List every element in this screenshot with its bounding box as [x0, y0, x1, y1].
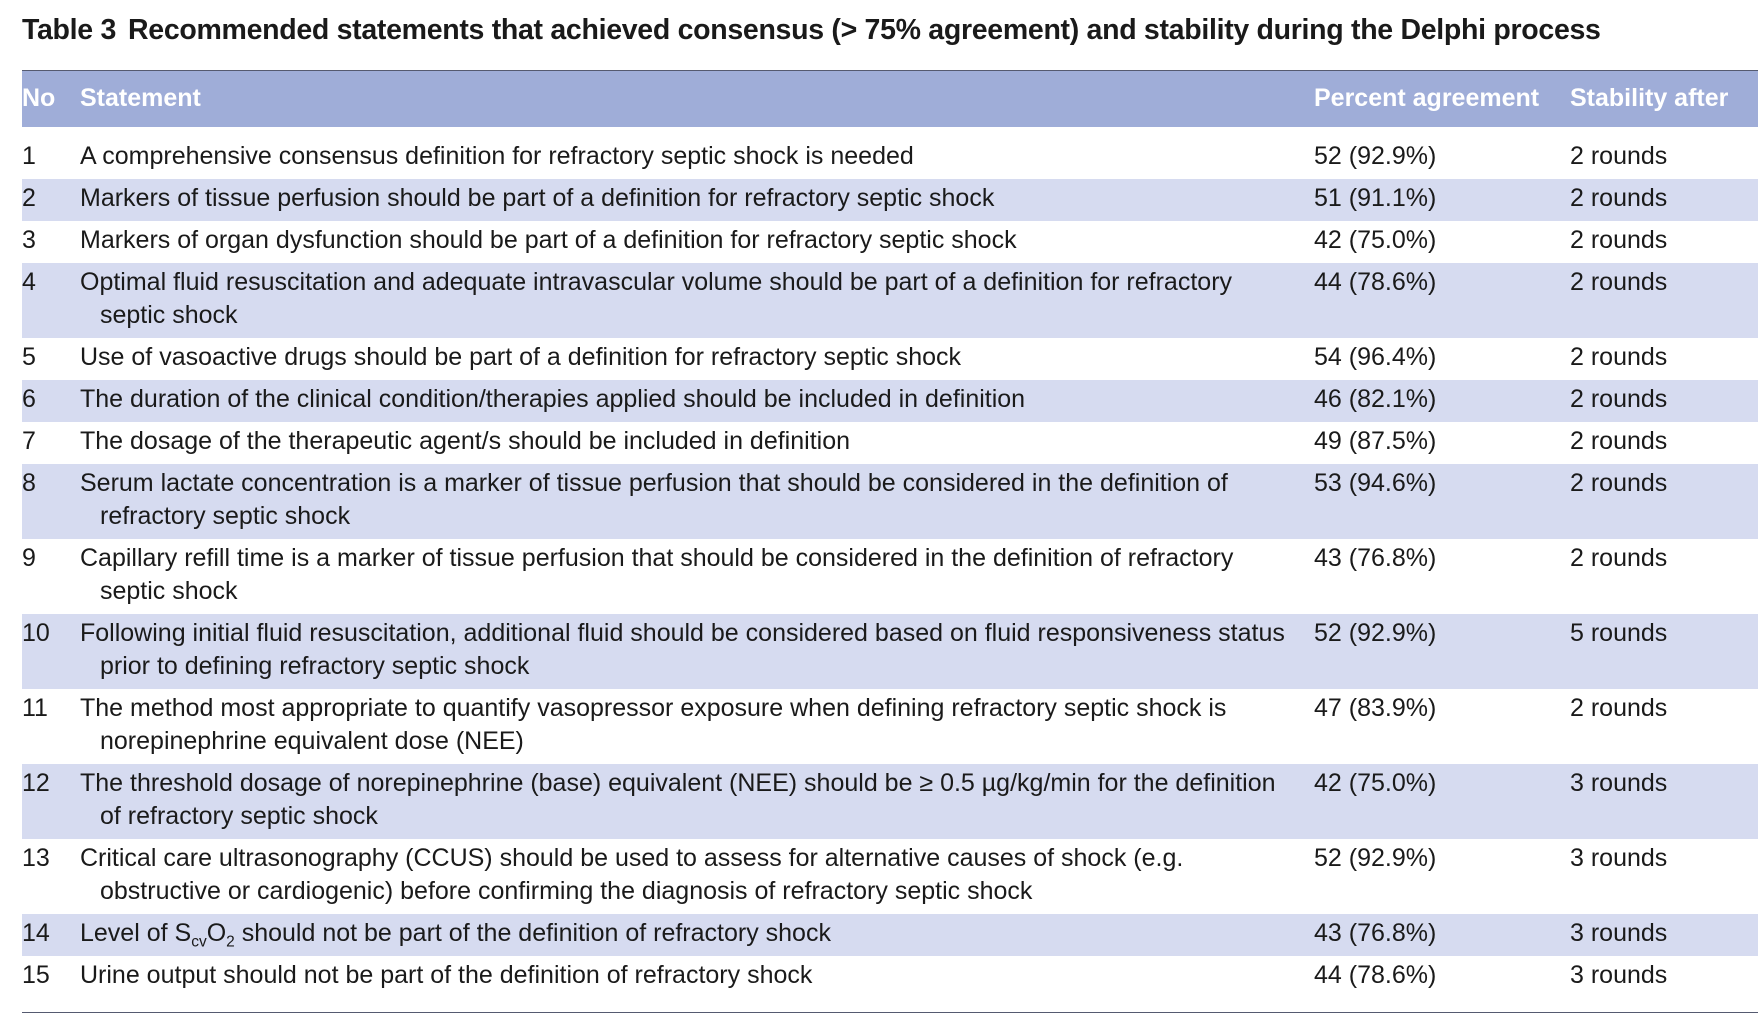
row-statement — [80, 764, 1314, 839]
statement-text: Capillary refill time is a marker of tissue perfusion that should be considered in the definition of refractory septic shock — [80, 543, 1234, 605]
row-stability: 2 rounds — [1570, 183, 1668, 212]
row-number: 1 — [22, 141, 36, 170]
statement-part: should not be part of the definition of refractory shock — [234, 918, 831, 947]
row-number: 5 — [22, 342, 36, 371]
row-percent: 52 (92.9%) — [1314, 618, 1437, 647]
row-number: 4 — [22, 267, 36, 296]
statement-text: Serum lactate concentration is a marker of tissue perfusion that should be considered in the definition of refractory septic shock — [80, 468, 1228, 530]
statement-part: Level of S — [80, 918, 192, 947]
row-number: 12 — [22, 768, 50, 797]
header-spacer — [22, 127, 1758, 137]
row-stability: 2 rounds — [1570, 543, 1668, 572]
row-statement — [80, 380, 1314, 422]
table-row — [22, 539, 1758, 614]
row-stability: 2 rounds — [1570, 426, 1668, 455]
statement-text: Markers of organ dysfunction should be part of a definition for refractory septic shock — [80, 225, 1017, 254]
row-stability: 2 rounds — [1570, 141, 1668, 170]
statement-text: The threshold dosage of norepinephrine (base) equivalent (NEE) should be ≥ 0.5 µg/kg/min for the definition of refractory septic shock — [80, 768, 1276, 830]
row-statement — [80, 839, 1314, 914]
table-row — [22, 422, 1758, 464]
row-statement — [80, 263, 1314, 338]
row-stability: 3 rounds — [1570, 918, 1668, 947]
table-row — [22, 221, 1758, 263]
table-row — [22, 179, 1758, 221]
table-row — [22, 614, 1758, 689]
table-row — [22, 689, 1758, 764]
row-stability: 2 rounds — [1570, 342, 1668, 371]
table-row — [22, 839, 1758, 914]
row-stability: 3 rounds — [1570, 843, 1668, 872]
statement-text: The method most appropriate to quantify vasopressor exposure when defining refractory septic shock is norepinephrine equivalent dose (NEE) — [80, 693, 1227, 755]
table-title — [22, 14, 1601, 47]
row-percent: 46 (82.1%) — [1314, 384, 1437, 413]
subscript-cv: cv — [191, 932, 207, 950]
row-number: 11 — [22, 693, 48, 722]
table-row — [22, 380, 1758, 422]
table-caption: Recommended statements that achieved consensus (> 75% agreement) and stability during the Delphi process — [128, 14, 1601, 46]
row-number: 14 — [22, 918, 50, 947]
row-statement — [80, 689, 1314, 764]
table-row — [22, 956, 1758, 998]
row-percent: 44 (78.6%) — [1314, 267, 1437, 296]
row-percent: 42 (75.0%) — [1314, 225, 1437, 254]
statement-text: The duration of the clinical condition/therapies applied should be included in definition — [80, 384, 1026, 413]
header-row — [22, 71, 1758, 127]
row-stability: 2 rounds — [1570, 468, 1668, 497]
row-stability: 2 rounds — [1570, 225, 1668, 254]
row-stability: 2 rounds — [1570, 693, 1668, 722]
row-statement — [80, 221, 1314, 263]
statement-text: Urine output should not be part of the definition of refractory shock — [80, 960, 813, 989]
consensus-table — [22, 70, 1758, 998]
row-stability: 2 rounds — [1570, 384, 1668, 413]
table-row — [22, 263, 1758, 338]
statement-text: A comprehensive consensus definition for refractory septic shock is needed — [80, 141, 914, 170]
row-stability: 3 rounds — [1570, 768, 1668, 797]
table-row — [22, 914, 1758, 956]
table-bottom-rule — [22, 1012, 1758, 1013]
row-statement — [80, 956, 1314, 998]
statement-text: The dosage of the therapeutic agent/s should be included in definition — [80, 426, 850, 455]
table-row — [22, 464, 1758, 539]
row-number: 2 — [22, 183, 36, 212]
table-row — [22, 338, 1758, 380]
statement-text: Following initial fluid resuscitation, additional fluid should be considered based on fluid responsiveness status prior to defining refractory septic shock — [80, 618, 1285, 680]
row-number: 9 — [22, 543, 36, 572]
row-statement — [80, 464, 1314, 539]
row-stability: 5 rounds — [1570, 618, 1668, 647]
row-percent: 42 (75.0%) — [1314, 768, 1437, 797]
row-number: 3 — [22, 225, 36, 254]
statement-text: Critical care ultrasonography (CCUS) should be used to assess for alternative causes of shock (e.g. obstructive or cardiogenic) before confirming the diagnosis of refractory septic shock — [80, 843, 1184, 905]
row-percent: 43 (76.8%) — [1314, 918, 1437, 947]
row-statement — [80, 914, 1314, 956]
row-number: 10 — [22, 618, 50, 647]
row-percent: 43 (76.8%) — [1314, 543, 1437, 572]
statement-text: Optimal fluid resuscitation and adequate intravascular volume should be part of a definition for refractory septic shock — [80, 267, 1233, 329]
statement-part: O — [206, 918, 227, 947]
row-statement — [80, 137, 1314, 179]
statement-text — [80, 917, 1290, 950]
row-statement — [80, 422, 1314, 464]
row-percent: 54 (96.4%) — [1314, 342, 1437, 371]
row-number: 15 — [22, 960, 50, 989]
table-label: Table 3 — [22, 14, 116, 46]
row-number: 13 — [22, 843, 50, 872]
row-statement — [80, 614, 1314, 689]
row-statement — [80, 179, 1314, 221]
row-percent: 52 (92.9%) — [1314, 843, 1437, 872]
statement-text: Use of vasoactive drugs should be part of a definition for refractory septic shock — [80, 342, 962, 371]
row-statement — [80, 338, 1314, 380]
table-row — [22, 764, 1758, 839]
row-percent: 47 (83.9%) — [1314, 693, 1437, 722]
header-statement: Statement — [80, 84, 201, 113]
row-number: 6 — [22, 384, 36, 413]
row-statement — [80, 539, 1314, 614]
row-percent: 49 (87.5%) — [1314, 426, 1437, 455]
row-percent: 44 (78.6%) — [1314, 960, 1437, 989]
subscript-2: 2 — [226, 932, 235, 950]
row-stability: 3 rounds — [1570, 960, 1668, 989]
statement-text: Markers of tissue perfusion should be part of a definition for refractory septic shock — [80, 183, 995, 212]
table-row — [22, 137, 1758, 179]
row-percent: 51 (91.1%) — [1314, 183, 1437, 212]
row-number: 7 — [22, 426, 36, 455]
row-percent: 53 (94.6%) — [1314, 468, 1437, 497]
table-container — [22, 70, 1758, 1014]
row-number: 8 — [22, 468, 36, 497]
header-percent-agreement: Percent agreement — [1314, 84, 1540, 113]
header-no: No — [22, 84, 56, 113]
row-percent: 52 (92.9%) — [1314, 141, 1437, 170]
header-stability-after: Stability after — [1570, 84, 1729, 113]
row-stability: 2 rounds — [1570, 267, 1668, 296]
